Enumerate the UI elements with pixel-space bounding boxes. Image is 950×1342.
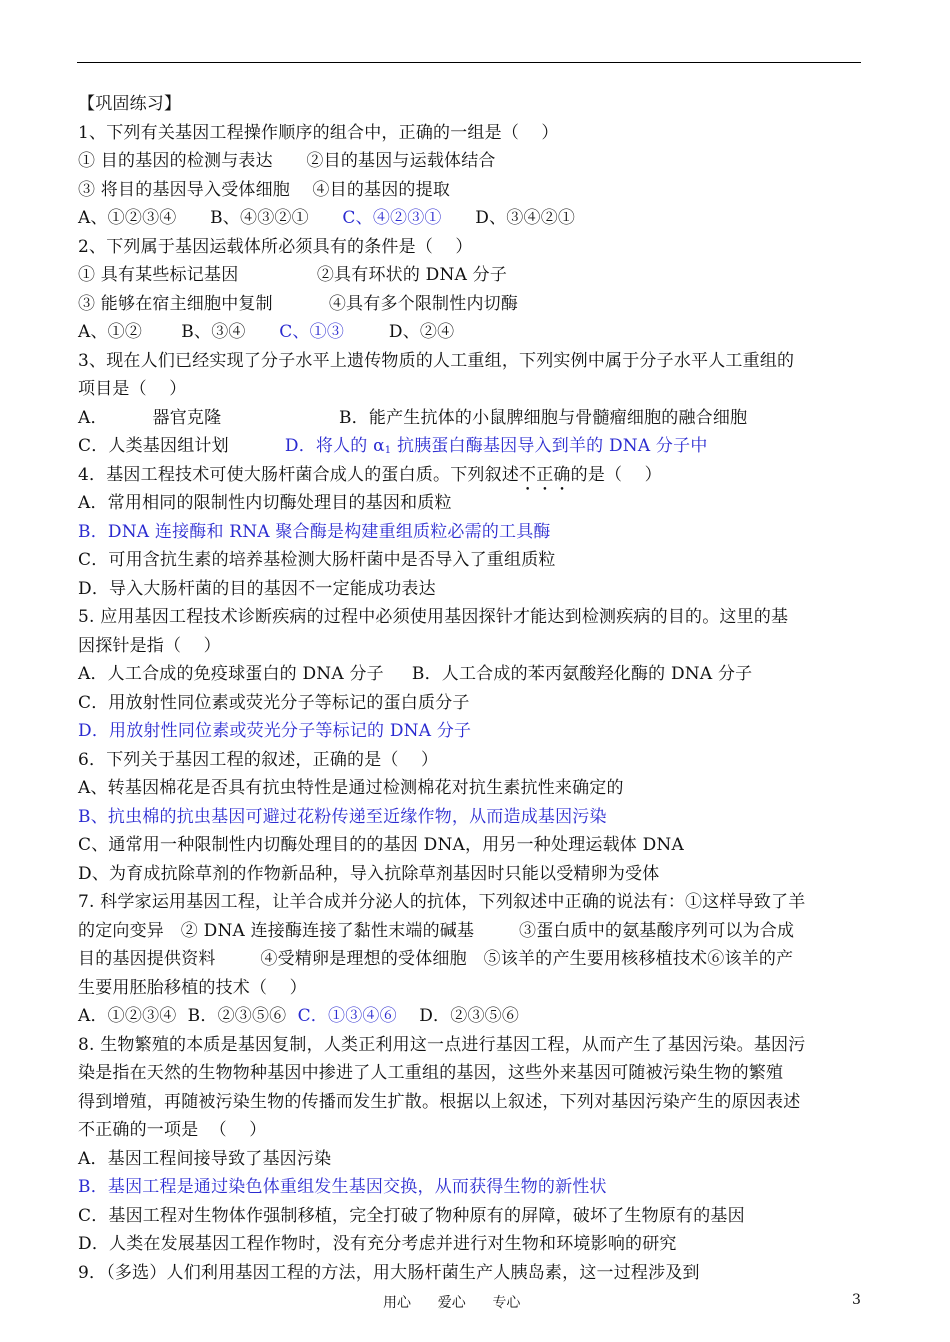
q4-stem: 4．基因工程技术可使大肠杆菌合成人的蛋白质。下列叙述不正确的是（ ） — [78, 464, 662, 485]
q3-stem-1: 3、现在人们已经实现了分子水平上遗传物质的人工重组，下列实例中属于分子水平人工重组的 — [78, 350, 795, 371]
q6-option-a: A、转基因棉花是否具有抗虫特性是通过检测棉花对抗生素抗性来确定的 — [78, 778, 624, 798]
q5-stem-1: 5. 应用基因工程技术诊断疾病的过程中必须使用基因探针才能达到检测疾病的目的。这里的基 — [78, 607, 789, 627]
q5-options-ab: A．人工合成的免疫球蛋白的 DNA 分子 B．人工合成的苯丙氨酸羟化酶的 DNA 分子 — [78, 664, 753, 684]
q1-answer-ab: A、①②③④ B、④③②① — [78, 208, 343, 228]
q8-option-a: A．基因工程间接导致了基因污染 — [78, 1148, 332, 1169]
q9-stem: 9．（多选）人们利用基因工程的方法，用大肠杆菌生产人胰岛素，这一过程涉及到 — [78, 1262, 700, 1283]
q3-options-cd — [78, 432, 862, 461]
q8-stem-1: 8. 生物繁殖的本质是基因复制，人类正利用这一点进行基因工程，从而产生了基因污染。基因污 — [78, 1034, 806, 1055]
section-heading: 【巩固练习】 — [78, 94, 182, 114]
q2-answer-d: D、②④ — [344, 322, 455, 342]
q4-option-c: C．可用含抗生素的培养基检测大肠杆菌中是否导入了重组质粒 — [78, 550, 556, 570]
q3-options-ab: A． 器官克隆 B．能产生抗体的小鼠脾细胞与骨髓瘤细胞的融合细胞 — [78, 407, 748, 428]
q8-stem-2: 染是指在天然的生物物种基因中掺进了人工重组的基因，这些外来基因可随被污染生物的繁殖 — [78, 1063, 784, 1083]
q4-option-b: B．DNA 连接酶和 RNA 聚合酶是构建重组质粒必需的工具酶 — [78, 521, 551, 542]
q8-stem-3: 得到增殖，再随被污染生物的传播而发生扩散。根据以上叙述，下列对基因污染产生的原因表述 — [78, 1091, 801, 1112]
q7-stem-3: 目的基因提供资料 ④受精卵是理想的受体细胞 ⑤该羊的产生要用核移植技术⑥该羊的产 — [78, 949, 794, 969]
q6-option-b: B、抗虫棉的抗虫基因可避过花粉传递至近缘作物，从而造成基因污染 — [78, 806, 607, 827]
q7-stem-2: 的定向变异 ② DNA 连接酶连接了黏性末端的碱基 ③蛋白质中的氨基酸序列可以为合成 — [78, 920, 795, 941]
q3-option-c: C．人类基因组计划 — [78, 436, 285, 456]
q8-option-c: C．基因工程对生物体作强制移植，完全打破了物种原有的屏障，破坏了生物原有的基因 — [78, 1205, 745, 1226]
q4-emphasis: 不正确 — [519, 464, 571, 485]
q1-answers — [78, 204, 862, 233]
q2-answer-c: C、①③ — [279, 322, 345, 342]
q1-answer-d: D、③④②① — [441, 208, 576, 228]
q7-answers — [78, 1002, 862, 1031]
q1-option-line-1: ① 目的基因的检测与表达 ②目的基因与运载体结合 — [78, 151, 496, 171]
q7-answer-c: C．①③④⑥ — [297, 1006, 397, 1026]
q7-answer-d: D．②③⑤⑥ — [396, 1006, 520, 1026]
q2-option-line-1: ① 具有某些标记基因 ②具有环状的 DNA 分子 — [78, 265, 508, 285]
q5-stem-2: 因探针是指（ ） — [78, 635, 221, 656]
q7-answer-ab: A．①②③④ B．②③⑤⑥ — [78, 1006, 298, 1026]
q8-stem-4: 不正确的一项是 （ ） — [78, 1120, 267, 1140]
q3-stem-2: 项目是（ ） — [78, 379, 187, 399]
q4-option-a: A．常用相同的限制性内切酶处理目的基因和质粒 — [78, 493, 452, 513]
q6-option-c: C、通常用一种限制性内切酶处理目的的基因 DNA，用另一种处理运载体 DNA — [78, 835, 684, 855]
q2-answer-ab: A、①② B、③④ — [78, 322, 280, 342]
q1-option-line-2: ③ 将目的基因导入受体细胞 ④目的基因的提取 — [78, 179, 451, 200]
q5-option-c: C．用放射性同位素或荧光分子等标记的蛋白质分子 — [78, 692, 470, 713]
footer-motto: 用心 爱心 专心 — [383, 1295, 521, 1311]
q1-stem: 1、下列有关基因工程操作顺序的组合中，正确的一组是（ ） — [78, 122, 559, 143]
q8-option-d: D．人类在发展基因工程作物时，没有充分考虑并进行对生物和环境影响的研究 — [78, 1234, 677, 1254]
q2-answers — [78, 318, 862, 347]
page-number: 3 — [852, 1292, 861, 1308]
q7-stem-4: 生要用胚胎移植的技术（ ） — [78, 977, 307, 998]
q8-option-b: B．基因工程是通过染色体重组发生基因交换，从而获得生物的新性状 — [78, 1177, 607, 1197]
q6-option-d: D、为育成抗除草剂的作物新品种，导入抗除草剂基因时只能以受精卵为受体 — [78, 863, 660, 884]
q6-stem: 6．下列关于基因工程的叙述，正确的是（ ） — [78, 749, 439, 770]
exercise-content — [78, 90, 862, 1287]
q2-stem: 2、下列属于基因运载体所必须具有的条件是（ ） — [78, 236, 473, 257]
q5-option-d: D．用放射性同位素或荧光分子等标记的 DNA 分子 — [78, 721, 472, 741]
q2-option-line-2: ③ 能够在宿主细胞中复制 ④具有多个限制性内切酶 — [78, 293, 519, 314]
q3-option-d: D．将人的 $\alpha_1$ 抗胰蛋白酶基因导入到羊的 DNA 分子中 — [284, 436, 708, 456]
q1-answer-c: C、④②③① — [342, 208, 442, 228]
q7-stem-1: 7. 科学家运用基因工程，让羊合成并分泌人的抗体，下列叙述中正确的说法有：①这样导致了羊 — [78, 892, 806, 912]
header-rule — [77, 62, 861, 63]
q4-option-d: D．导入大肠杆菌的目的基因不一定能成功表达 — [78, 578, 436, 599]
